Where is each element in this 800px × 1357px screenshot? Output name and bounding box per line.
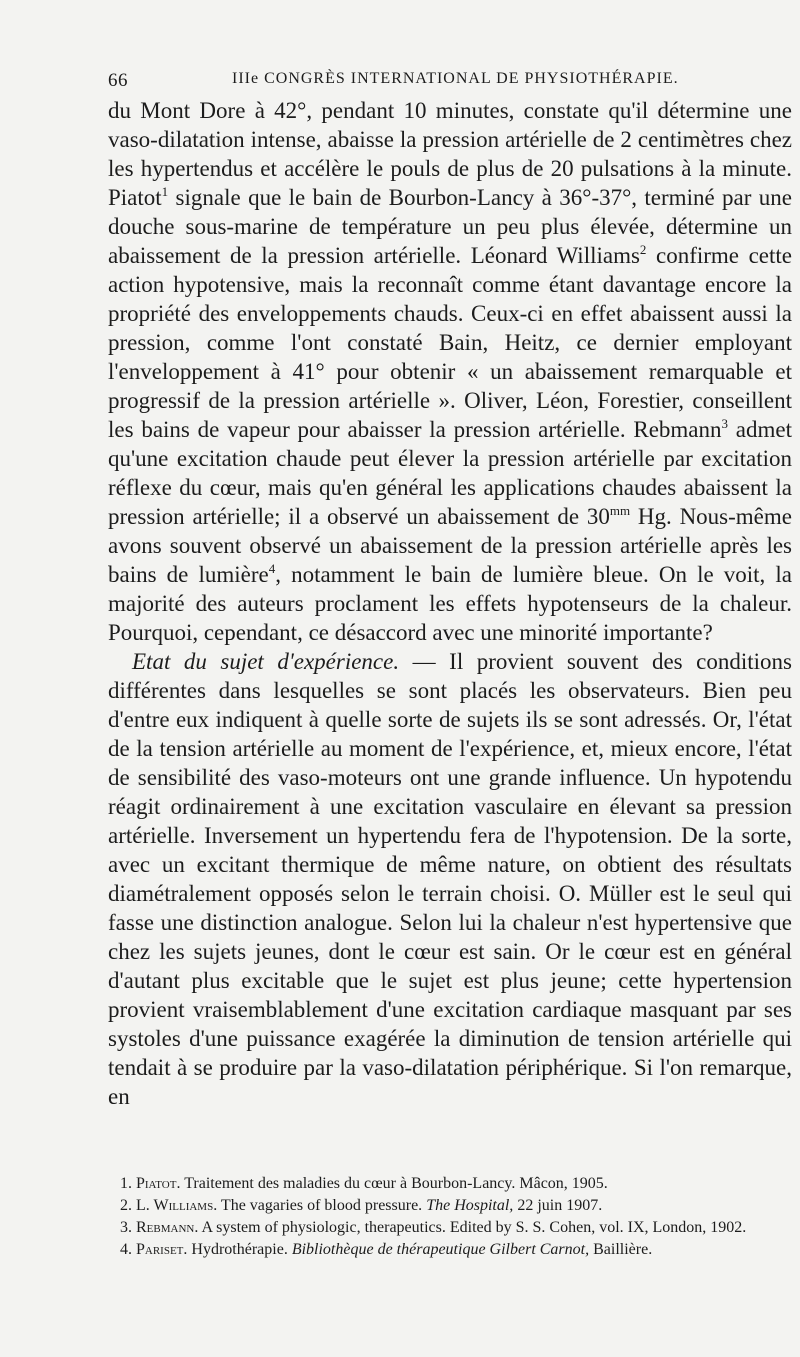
footnote-ref: 1: [161, 184, 169, 199]
footnote: 3. Rebmann. A system of physiologic, therapeutics. Edited by S. S. Cohen, vol. IX, London, 1902.: [120, 1219, 747, 1236]
main-text: [108, 96, 792, 1111]
footnote-ref: 3: [721, 416, 729, 431]
section-heading: Etat du sujet d'expérience.: [132, 649, 400, 674]
paragraph: du Mont Dore à 42°, pendant 10 minutes, constate qu'il détermine une vaso-dilatation intense, abaisse la pression artérielle de 2 centimètres chez les hypertendus et accélère le pouls de plus de 20 pulsations à la minute. Piatot$^1$ signale que le bain de Bourbon-Lancy à 36°-37°, terminé par une douche sous-marine de température un peu plus élevée, détermine un abaissement de la pression artérielle. Léonard Williams$^2$ confirme cette action hypotensive, mais la reconnaît comme étant davantage encore la propriété des enveloppements chauds. Ceux-ci en effet abaissent aussi la pression, comme l'ont constaté Bain, Heitz, ce dernier employant l'enveloppement à 41° pour obtenir « un abaissement remarquable et progressif de la pression artérielle ». Oliver, Léon, Forestier, conseillent les bains de vapeur pour abaisser la pression artérielle. Rebmann$^3$ admet qu'une excitation chaude peut élever la pression artérielle par excitation réflexe du cœur, mais qu'en général les applications chaudes abaissent la pression artérielle; il a observé un abaissement de $30^{mm}$ Hg. Nous-même avons souvent observé un abaissement de la pression artérielle après les bains de lumière$^4$, notamment le bain de lumière bleue. On le voit, la majorité des auteurs proclament les effets hypotenseurs de la chaleur. Pourquoi, cependant, ce désaccord avec une minorité importante?: [108, 98, 792, 645]
footnote: 1. Piatot. Traitement des maladies du cœur à Bourbon-Lancy. Mâcon, 1905.: [120, 1175, 608, 1192]
paragraph: Etat du sujet d'expérience. — Il provient souvent des conditions différentes dans lesquelles se sont placés les observateurs. Bien peu d'entre eux indiquent à quelle sorte de sujets ils se sont adressés. Or, l'état de la tension artérielle au moment de l'expérience, et, mieux encore, l'état de sensibilité des vaso-moteurs ont une grande influence. Un hypotendu réagit ordinairement à une excitation vasculaire en élevant sa pression artérielle. Inversement un hypertendu fera de l'hypotension. De la sorte, avec un excitant thermique de même nature, on obtient des résultats diamétralement opposés selon le terrain choisi. O. Müller est le seul qui fasse une distinction analogue. Selon lui la chaleur n'est hypertensive que chez les sujets jeunes, dont le cœur est sain. Or le cœur est en général d'autant plus excitable que le sujet est plus jeune; cette hypertension provient vraisemblablement d'une excitation cardiaque masquant par ses systoles d'une puissance exagérée la diminution de tension artérielle qui tendait à se produire par la vaso-dilatation périphérique. Si l'on remarque, en: [108, 649, 792, 1109]
footnote-ref: 4: [268, 561, 276, 576]
page-number: 66: [108, 70, 128, 91]
footnote: 4. Pariset. Hydrothérapie. Bibliothèque de thérapeutique Gilbert Carnot, Baillière.: [120, 1241, 653, 1258]
unit-superscript: mm: [609, 503, 631, 518]
running-title: IIIe CONGRÈS INTERNATIONAL DE PHYSIOTHÉRAPIE.: [232, 70, 679, 87]
footnote: 2. L. Williams. The vagaries of blood pressure. The Hospital, 22 juin 1907.: [120, 1197, 603, 1214]
page-header: [108, 70, 792, 96]
footnotes: [108, 1174, 792, 1262]
footnote-ref: 2: [639, 242, 647, 257]
